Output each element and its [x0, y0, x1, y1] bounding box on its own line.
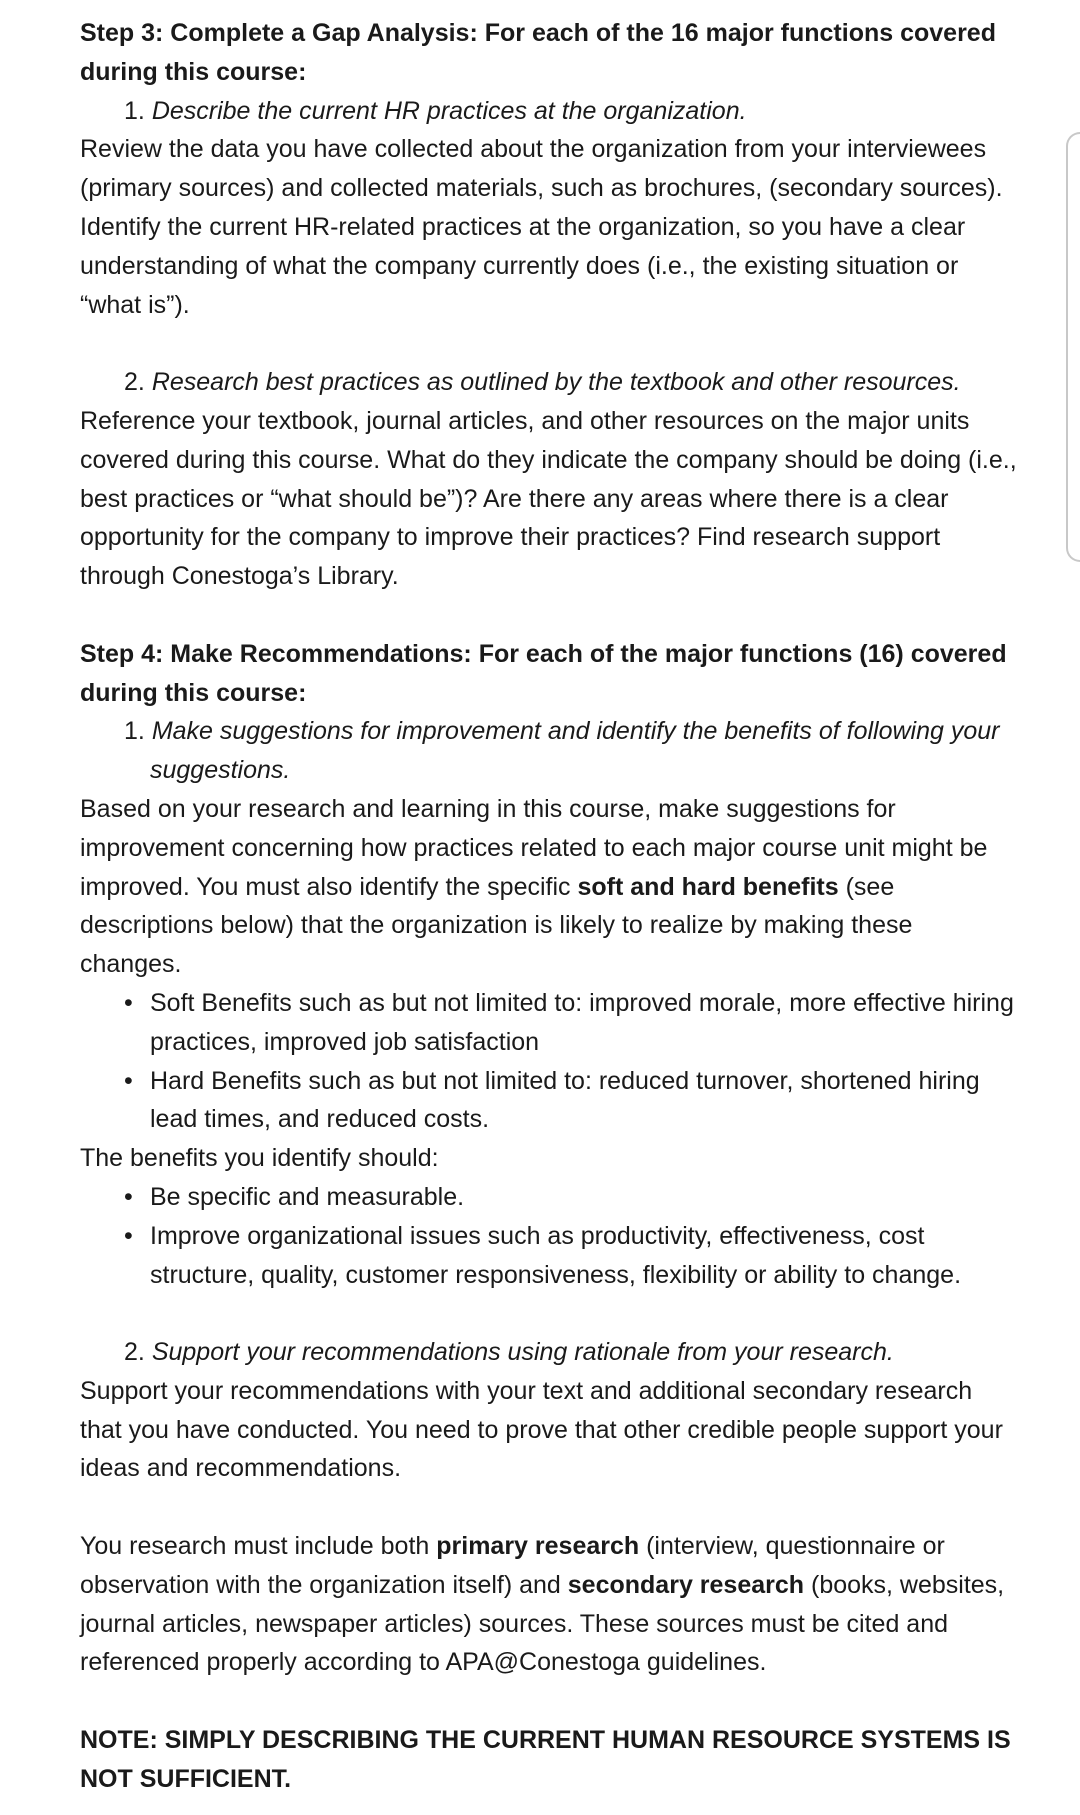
- step4-item1-body: [80, 790, 1020, 984]
- step4-item1-body-b: (see descriptions below) that the organization is likely to realize by making these changes.: [80, 872, 913, 979]
- research-paragraph: [80, 1527, 1020, 1682]
- step3-item2-number: 2.: [124, 368, 145, 397]
- bullet-icon: •: [124, 1182, 133, 1211]
- step3-heading: Step 3: Complete a Gap Analysis: For each of the 16 major functions covered during this course:: [80, 19, 996, 86]
- bullet-icon: •: [124, 988, 133, 1017]
- research-text-a: You research must include both: [80, 1532, 437, 1561]
- criteria-text: Be specific and measurable.: [150, 1182, 465, 1211]
- step4-item2-text: Support your recommendations using rationale from your research.: [151, 1338, 894, 1367]
- spacer: [80, 596, 1020, 635]
- step3-item2-title: [80, 363, 1020, 402]
- list-item: [80, 1178, 1020, 1217]
- step4-item2-number: 2.: [124, 1338, 145, 1367]
- list-item: [80, 1062, 1020, 1140]
- primary-research-emphasis: primary research: [436, 1532, 640, 1561]
- step4-heading: Step 4: Make Recommendations: For each of the major functions (16) covered during this course:: [80, 639, 1007, 707]
- step4-item1-title: [80, 712, 1020, 790]
- hard-benefits-text: Hard Benefits such as but not limited to: reduced turnover, shortened hiring lead times, and reduced costs.: [150, 1066, 980, 1134]
- research-text-b: (interview, questionnaire or observation with the organization itself) and: [80, 1532, 945, 1599]
- spacer: [80, 324, 1020, 363]
- step3-item1-title: [80, 92, 1020, 131]
- spacer: [80, 1294, 1020, 1333]
- step3-item1-text: Describe the current HR practices at the organization.: [151, 96, 747, 125]
- soft-benefits-text: Soft Benefits such as but not limited to: improved morale, more effective hiring practices, improved job satisfaction: [150, 988, 1014, 1056]
- benefit-types-list: [80, 984, 1020, 1139]
- step3-item2-text: Research best practices as outlined by the textbook and other resources.: [151, 368, 961, 397]
- note-text: NOTE: SIMPLY DESCRIBING THE CURRENT HUMAN RESOURCE SYSTEMS IS NOT SUFFICIENT.: [80, 1726, 1011, 1793]
- step4-item2-body: Support your recommendations with your text and additional secondary research that you have conducted. You need to prove that other credible people support your ideas and recommendations.: [80, 1376, 1003, 1483]
- criteria-text: Improve organizational issues such as productivity, effectiveness, cost structure, quality, customer responsiveness, flexibility or ability to change.: [150, 1221, 962, 1289]
- list-item: [80, 984, 1020, 1062]
- step3-item2-body: Reference your textbook, journal articles, and other resources on the major units covered during this course. What do they indicate the company should be doing (i.e., best practices or “what should be”)? Are there any areas where there is a clear opportunity for the company to improve their practices? Find research support through Conestoga’s Library.: [80, 406, 1017, 591]
- step3-item1-body: Review the data you have collected about the organization from your interviewees (primary sources) and collected materials, such as brochures, (secondary sources). Identify the current HR-related practices at the organization, so you have a clear understanding of what the company currently does (i.e., the existing situation or “what is”).: [80, 135, 1003, 319]
- step4-item1-body-a: Based on your research and learning in this course, make suggestions for improvement concerning how practices related to each major course unit might be improved. You must also identify the specific: [80, 794, 988, 901]
- scroll-handle[interactable]: [1066, 132, 1080, 562]
- benefits-intro: The benefits you identify should:: [80, 1144, 439, 1173]
- step3-item1-number: 1.: [124, 96, 145, 125]
- spacer: [80, 1488, 1020, 1527]
- step4-item1-number: 1.: [124, 717, 145, 746]
- step4-item1-text: Make suggestions for improvement and identify the benefits of following your suggestions.: [150, 717, 1000, 785]
- bullet-icon: •: [124, 1221, 133, 1250]
- soft-hard-benefits-emphasis: soft and hard benefits: [577, 872, 839, 901]
- secondary-research-emphasis: secondary research: [567, 1570, 805, 1599]
- spacer: [80, 1682, 1020, 1721]
- research-text-c: (books, websites, journal articles, newspaper articles) sources. These sources must be cited and referenced properly according to APA@Conestoga guidelines.: [80, 1570, 1005, 1677]
- benefit-criteria-list: [80, 1178, 1020, 1294]
- list-item: [80, 1217, 1020, 1295]
- document-page: [80, 14, 1020, 1799]
- bullet-icon: •: [124, 1066, 133, 1095]
- step4-item2-title: [80, 1333, 1020, 1372]
